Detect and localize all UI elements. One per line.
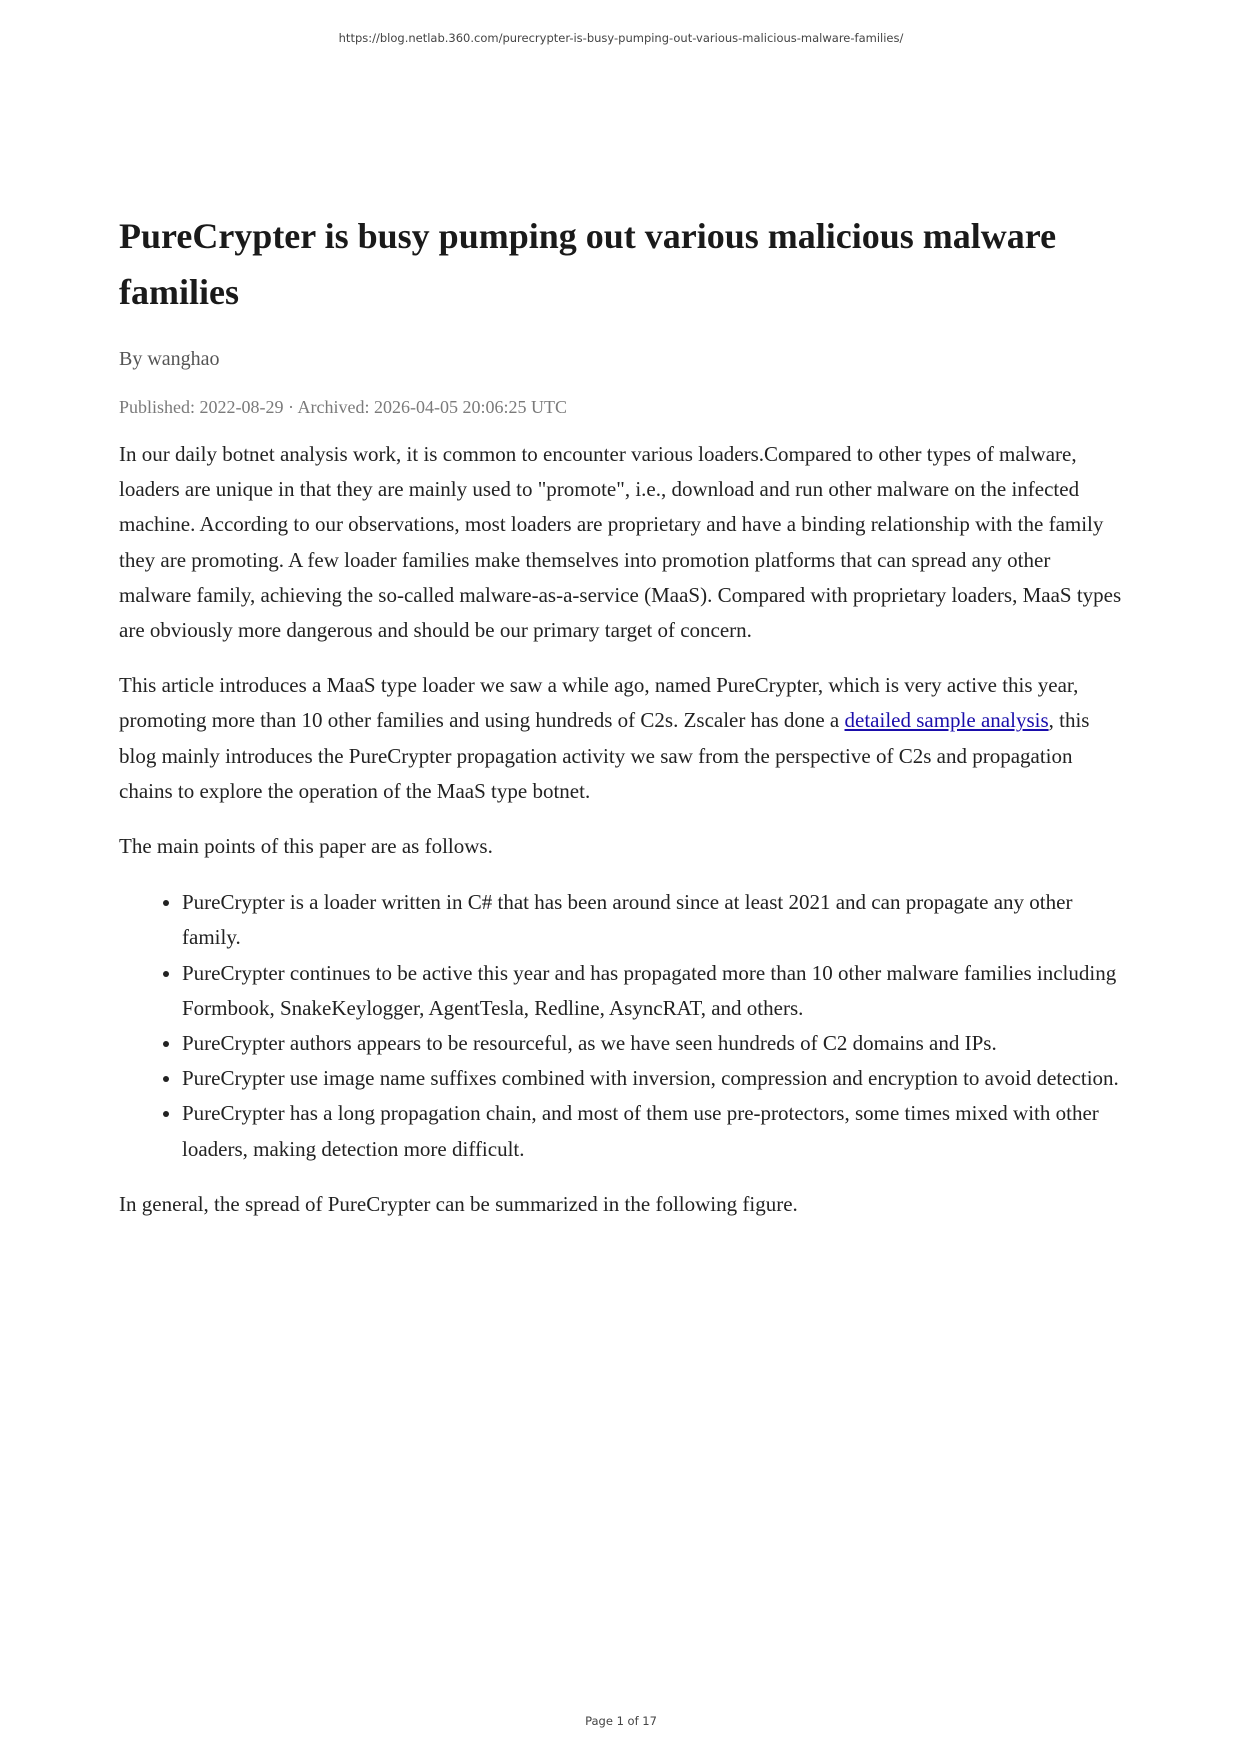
list-item: • PureCrypter has a long propagation chain, and most of them use pre-protectors, some times mixed with other loaders, making detection more difficult. — [182, 1096, 1125, 1166]
list-item: • PureCrypter is a loader written in C# that has been around since at least 2021 and can propagate any other family. — [182, 885, 1125, 955]
maas-paragraph-text-after: , this blog mainly introduces the PureCrypter propagation activity we saw from the perspective of C2s and propagation chains to explore the operation of the MaaS type botnet. — [119, 708, 1090, 803]
page-url: https://blog.netlab.360.com/purecrypter-is-busy-pumping-out-various-malicious-malware-families/ — [338, 31, 904, 45]
byline: By wanghao — [119, 348, 220, 370]
maas-paragraph — [119, 668, 1125, 809]
main-points-list — [119, 885, 1125, 1167]
main-points-intro: The main points of this paper are as follows. — [119, 834, 493, 859]
article — [119, 208, 1125, 1222]
detailed-sample-analysis-link[interactable]: detailed sample analysis — [844, 708, 1049, 733]
list-item: • PureCrypter authors appears to be resourceful, as we have seen hundreds of C2 domains and IPs. — [182, 1026, 1125, 1061]
summary-paragraph: In general, the spread of PureCrypter can be summarized in the following figure. — [119, 1191, 798, 1216]
article-title: PureCrypter is busy pumping out various malicious malware families — [119, 216, 1057, 312]
page-number: Page 1 of 17 — [585, 1714, 657, 1728]
list-item: • PureCrypter use image name suffixes combined with inversion, compression and encryption to avoid detection. — [182, 1061, 1125, 1096]
publish-date: Published: 2022-08-29 · Archived: 2026-04-05 20:06:25 UTC — [119, 397, 567, 417]
maas-paragraph-text-before: This article introduces a MaaS type loader we saw a while ago, named PureCrypter, which is very active this year, promoting more than 10 other families and using hundreds of C2s. Zscaler has done a — [119, 673, 1079, 733]
list-item: • PureCrypter continues to be active this year and has propagated more than 10 other malware families including Formbook, SnakeKeylogger, AgentTesla, Redline, AsyncRAT, and others. — [182, 956, 1125, 1026]
intro-paragraph: In our daily botnet analysis work, it is common to encounter various loaders.Compared to other types of malware, loaders are unique in that they are mainly used to "promote", i.e., download and run other malware on the infected machine. According to our observations, most loaders are proprietary and have a binding relationship with the family they are promoting. A few loader families make themselves into promotion platforms that can spread any other malware family, achieving the so-called malware-as-a-service (MaaS). Compared with proprietary loaders, MaaS types are obviously more dangerous and should be our primary target of concern. — [119, 442, 1122, 643]
